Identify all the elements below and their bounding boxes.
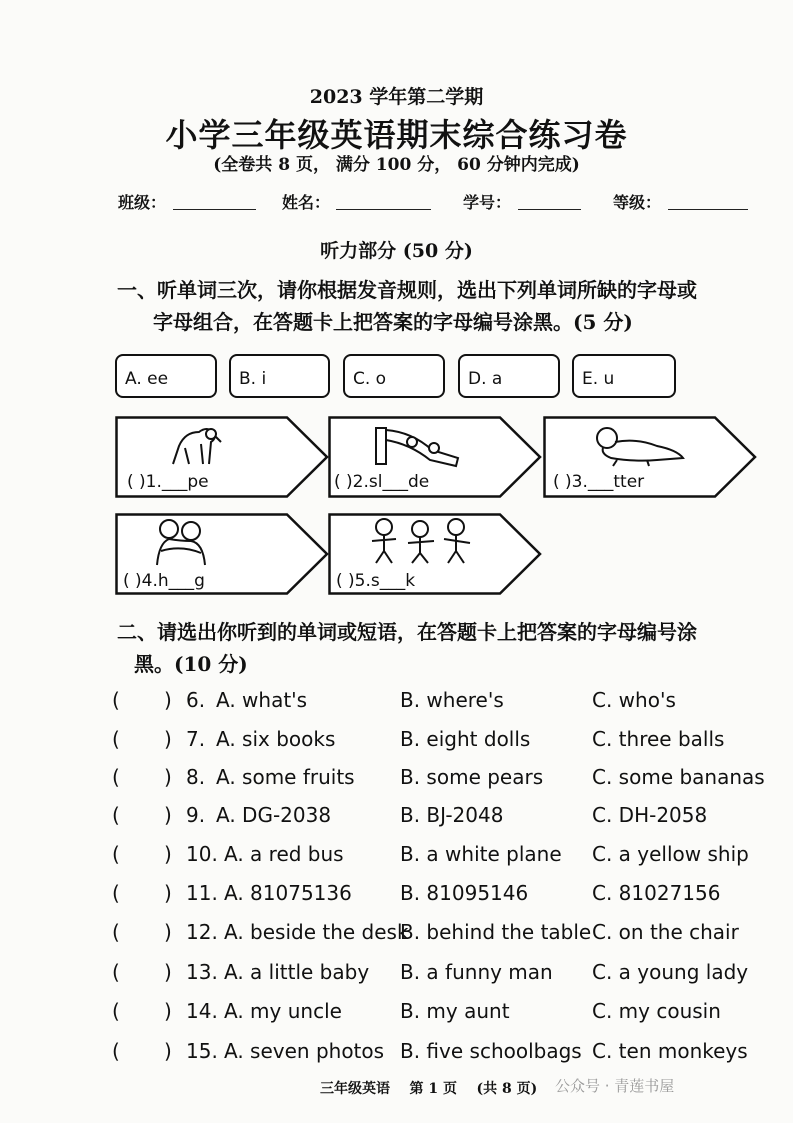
answer-paren-close: )	[164, 881, 172, 905]
term-heading: 2023 学年第二学期	[309, 86, 484, 108]
choice-c: C. a yellow ship	[592, 842, 749, 866]
question-row	[112, 688, 772, 718]
choice-b: B. BJ-2048	[400, 803, 504, 827]
question-number: 6.	[186, 688, 206, 712]
number-label: 学号：	[463, 193, 512, 212]
option-box-c: C. o	[343, 354, 445, 398]
choice-a: A. a little baby	[224, 960, 370, 984]
answer-paren-open[interactable]: (	[112, 920, 120, 944]
question-row	[112, 842, 772, 872]
question-number: 13.	[186, 960, 218, 984]
exam-title: 小学三年级英语期末综合练习卷	[165, 116, 628, 154]
choice-a: A. beside the desk	[224, 920, 409, 944]
exam-subtitle: (全卷共 8 页， 满分 100 分， 60 分钟内完成)	[213, 155, 580, 175]
listening-section-title: 听力部分 (50 分)	[320, 240, 473, 262]
ape-icon	[165, 422, 225, 468]
option-box-e: E. u	[572, 354, 676, 398]
question-row	[112, 960, 772, 990]
card-label-3: ( )3.___tter	[553, 472, 645, 492]
choice-c: C. my cousin	[592, 999, 721, 1023]
page-footer	[320, 1078, 537, 1098]
choice-c: C. who's	[592, 688, 676, 712]
answer-paren-open[interactable]: (	[112, 960, 120, 984]
picture-card-5	[328, 513, 542, 595]
footer-subject: 三年级英语	[320, 1081, 390, 1097]
choice-a: A. what's	[216, 688, 308, 712]
answer-paren-close: )	[164, 960, 172, 984]
question-number: 11.	[186, 881, 218, 905]
choice-c: C. a young lady	[592, 960, 749, 984]
question-row	[112, 999, 772, 1029]
hug-icon	[151, 517, 211, 567]
answer-paren-open[interactable]: (	[112, 727, 120, 751]
answer-paren-close: )	[164, 688, 172, 712]
question-row	[112, 920, 772, 950]
choice-b: B. a funny man	[400, 960, 553, 984]
choice-a: A. 81075136	[224, 881, 352, 905]
answer-paren-open[interactable]: (	[112, 803, 120, 827]
question-row	[112, 881, 772, 911]
watermark-text: 公众号 · 青莲书屋	[555, 1077, 675, 1095]
name-label: 姓名：	[282, 193, 331, 212]
question-number: 8.	[186, 765, 206, 789]
kids-icon	[368, 515, 478, 567]
choice-b: B. where's	[400, 688, 504, 712]
otter-icon	[587, 424, 687, 468]
choice-b: B. my aunt	[400, 999, 510, 1023]
choice-c: C. DH-2058	[592, 803, 708, 827]
option-box-a: A. ee	[115, 354, 217, 398]
choice-b: B. 81095146	[400, 881, 529, 905]
choice-b: B. a white plane	[400, 842, 562, 866]
choice-c: C. 81027156	[592, 881, 721, 905]
grade-blank[interactable]	[668, 209, 748, 210]
question-number: 15.	[186, 1039, 218, 1063]
question-number: 10.	[186, 842, 218, 866]
choice-a: A. my uncle	[224, 999, 342, 1023]
choice-c: C. ten monkeys	[592, 1039, 748, 1063]
card-label-4: ( )4.h___g	[123, 571, 205, 591]
question-row	[112, 803, 772, 833]
answer-paren-close: )	[164, 765, 172, 789]
answer-paren-close: )	[164, 803, 172, 827]
choice-b: B. five schoolbags	[400, 1039, 582, 1063]
choice-c: C. three balls	[592, 727, 725, 751]
part1-instruction-line1: 一、听单词三次，请你根据发音规则，选出下列单词所缺的字母或	[117, 278, 697, 302]
answer-paren-open[interactable]: (	[112, 999, 120, 1023]
option-box-d: D. a	[458, 354, 560, 398]
answer-paren-open[interactable]: (	[112, 842, 120, 866]
answer-paren-close: )	[164, 999, 172, 1023]
picture-card-1	[115, 416, 329, 498]
choice-b: B. some pears	[400, 765, 544, 789]
picture-card-4	[115, 513, 329, 595]
part1-instruction-line2: 字母组合，在答题卡上把答案的字母编号涂黑。(5 分)	[153, 310, 633, 334]
question-row	[112, 1039, 772, 1069]
answer-paren-close: )	[164, 842, 172, 866]
choice-b: B. behind the table	[400, 920, 592, 944]
class-label: 班级：	[118, 193, 167, 212]
choice-a: A. some fruits	[216, 765, 355, 789]
picture-card-3	[543, 416, 757, 498]
answer-paren-open[interactable]: (	[112, 881, 120, 905]
answer-paren-open[interactable]: (	[112, 688, 120, 712]
question-number: 9.	[186, 803, 206, 827]
part2-instruction-line2: 黑。(10 分)	[134, 652, 248, 676]
choice-b: B. eight dolls	[400, 727, 531, 751]
question-number: 7.	[186, 727, 206, 751]
part2-instruction-line1: 二、请选出你听到的单词或短语，在答题卡上把答案的字母编号涂	[117, 620, 697, 644]
footer-total: (共 8 页)	[476, 1081, 538, 1097]
question-row	[112, 727, 772, 757]
choice-c: C. some bananas	[592, 765, 765, 789]
question-number: 12.	[186, 920, 218, 944]
answer-paren-open[interactable]: (	[112, 1039, 120, 1063]
class-blank[interactable]	[173, 209, 256, 210]
choice-c: C. on the chair	[592, 920, 739, 944]
answer-paren-close: )	[164, 727, 172, 751]
name-blank[interactable]	[336, 209, 431, 210]
option-box-b: B. i	[229, 354, 330, 398]
answer-paren-close: )	[164, 920, 172, 944]
grade-label: 等级：	[613, 193, 662, 212]
choice-a: A. DG-2038	[216, 803, 332, 827]
question-number: 14.	[186, 999, 218, 1023]
card-label-2: ( )2.sl___de	[334, 472, 430, 492]
footer-page: 第 1 页	[409, 1081, 457, 1097]
choice-a: A. seven photos	[224, 1039, 385, 1063]
answer-paren-open[interactable]: (	[112, 765, 120, 789]
question-row	[112, 765, 772, 795]
picture-card-2	[328, 416, 542, 498]
card-label-5: ( )5.s___k	[336, 571, 416, 591]
card-label-1: ( )1.___pe	[127, 472, 209, 492]
choice-a: A. six books	[216, 727, 336, 751]
choice-a: A. a red bus	[224, 842, 344, 866]
answer-paren-close: )	[164, 1039, 172, 1063]
slide-icon	[372, 420, 462, 468]
number-blank[interactable]	[518, 209, 581, 210]
